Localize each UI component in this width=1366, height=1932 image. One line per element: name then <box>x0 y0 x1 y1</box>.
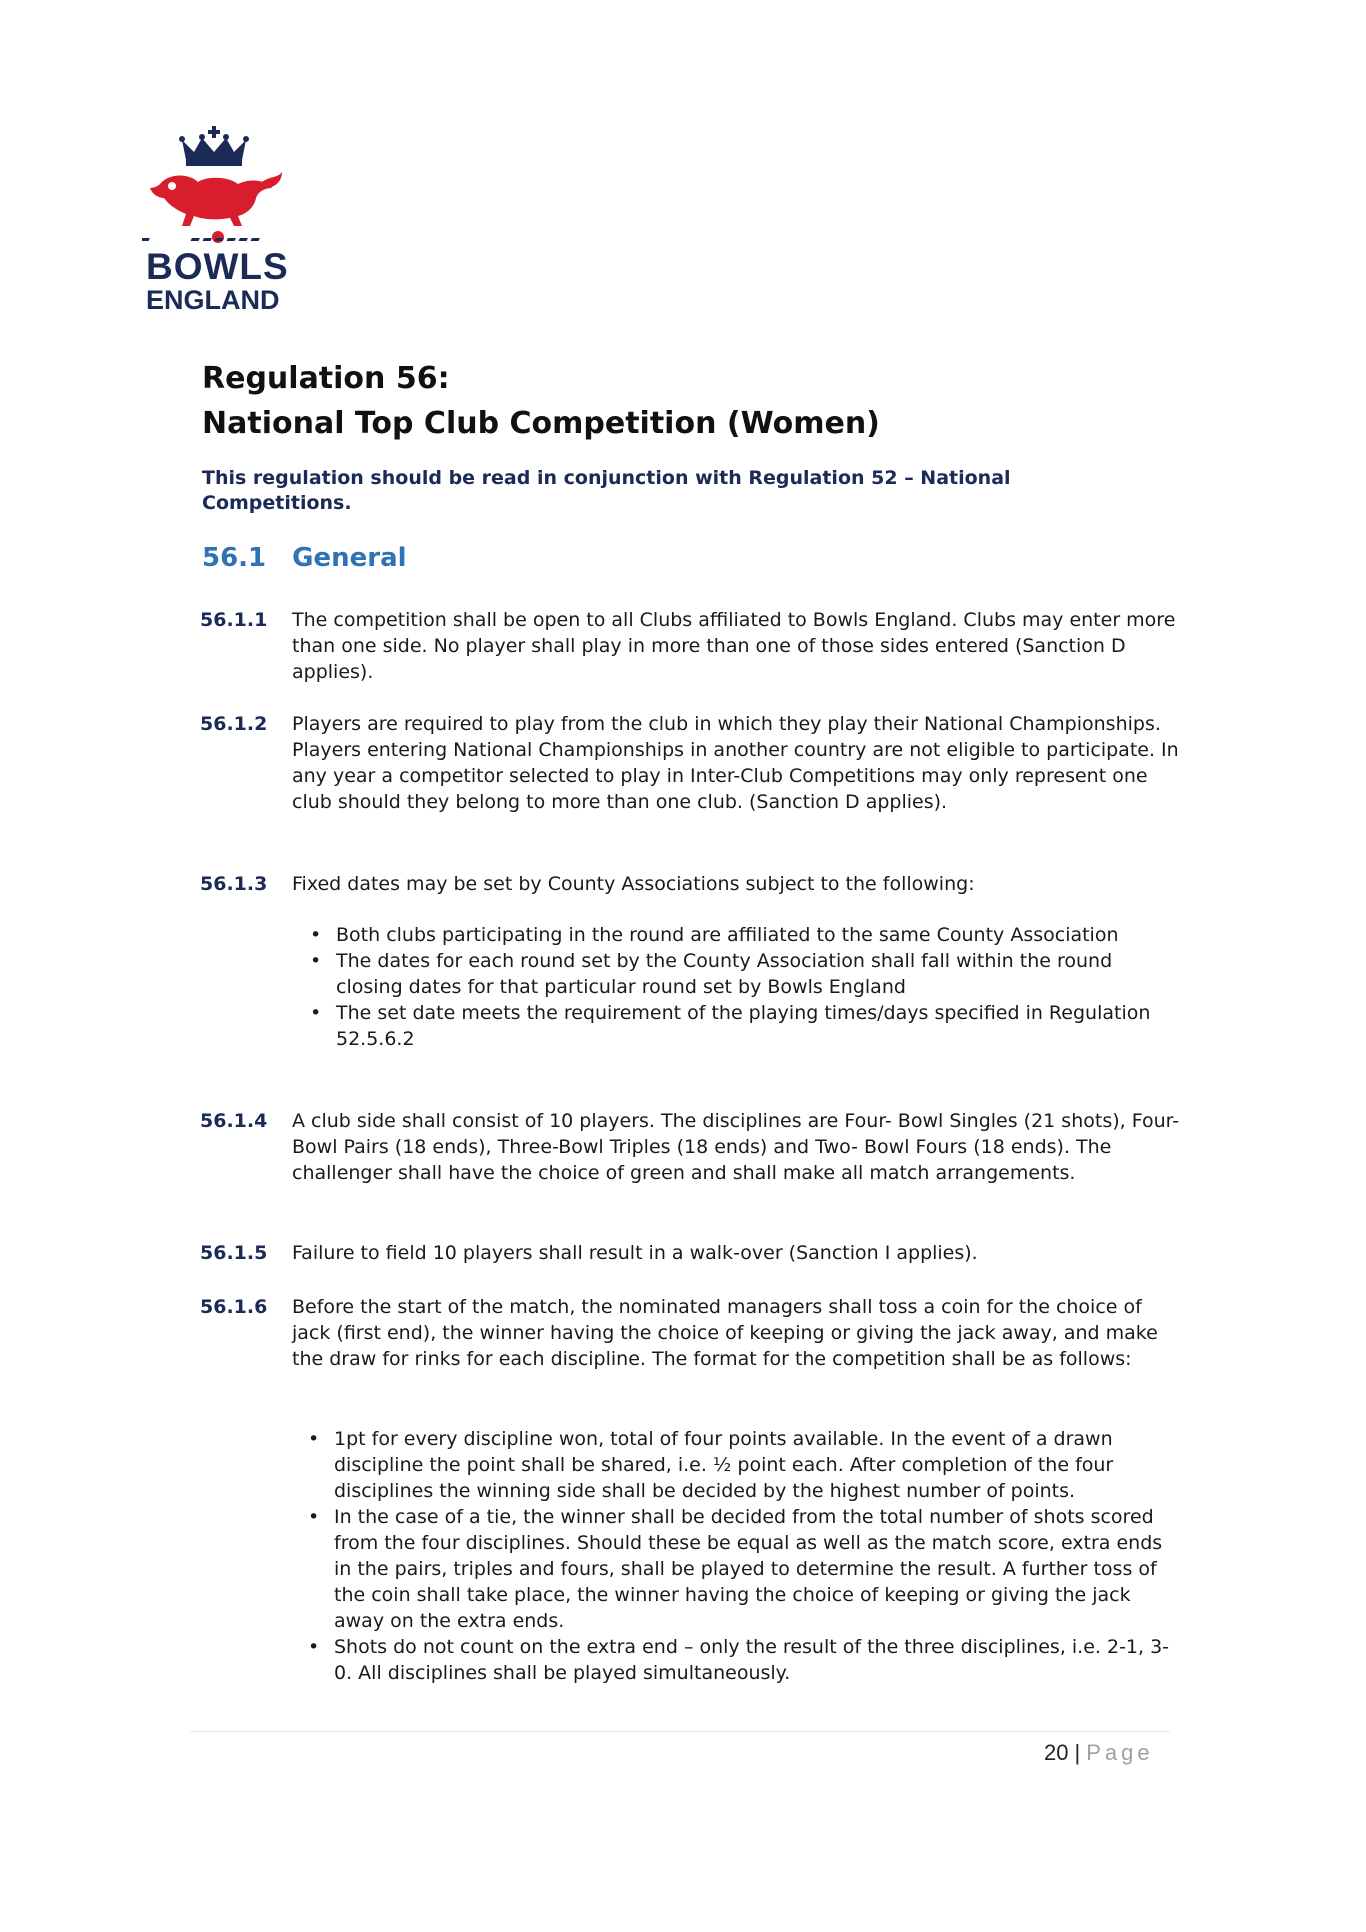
clause-56-1-3-bullets <box>306 922 1176 1052</box>
list-item: • 1pt for every discipline won, total of four points available. In the event of a drawn discipline the point shall be shared, i.e. ½ point each. After completion of the four disciplines the winning side shall be decided by the highest number of points. <box>304 1426 1176 1504</box>
clause-text: Before the start of the match, the nominated managers shall toss a coin for the choice of jack (first end), the winner having the choice of keeping or giving the jack away, and make the draw for rinks for each discipline. The format for the competition shall be as follows: <box>292 1296 1158 1370</box>
footer-divider <box>190 1731 1170 1732</box>
clause-56-1-6 <box>200 1294 1180 1372</box>
list-item: • Both clubs participating in the round are affiliated to the same County Association <box>306 922 1176 948</box>
clause-56-1-3 <box>200 871 1180 897</box>
clause-text: Players are required to play from the club in which they play their National Championships. Players entering National Championships in another country are not eligible to participate. In any year a competitor selected to play in Inter-Club Competitions may only represent one club should they belong to more than one club. (Sanction D applies). <box>292 713 1179 813</box>
lion-icon <box>150 172 282 226</box>
clause-text: Failure to field 10 players shall result in a walk-over (Sanction I applies). <box>292 1242 978 1264</box>
clause-number: 56.1.1 <box>200 609 268 631</box>
page-title <box>202 356 880 446</box>
clause-56-1-5 <box>200 1240 1180 1266</box>
page-label: Page <box>1086 1740 1154 1765</box>
clause-56-1-4 <box>200 1108 1180 1186</box>
clause-number: 56.1.5 <box>200 1242 268 1264</box>
section-number: 56.1 <box>202 543 267 573</box>
title-line-2: National Top Club Competition (Women) <box>202 406 880 441</box>
section-heading <box>202 543 407 573</box>
clause-number: 56.1.3 <box>200 873 268 895</box>
clause-56-1-2 <box>200 711 1180 815</box>
clause-text: The competition shall be open to all Clubs affiliated to Bowls England. Clubs may enter more than one side. No player shall play in more than one of those sides entered (Sanction D applies). <box>292 609 1176 683</box>
clause-number: 56.1.6 <box>200 1296 268 1318</box>
lion-crown-icon <box>142 122 292 250</box>
clause-number: 56.1.4 <box>200 1110 268 1132</box>
page-number-value: 20 <box>1044 1740 1069 1765</box>
list-item: • In the case of a tie, the winner shall be decided from the total number of shots scored from the four disciplines. Should these be equal as well as the match score, extra ends in the pairs, triples and fours, shall be played to determine the result. A further toss of the coin shall take place, the winner having the choice of keeping or giving the jack away on the extra ends. <box>304 1504 1176 1634</box>
clause-number: 56.1.2 <box>200 713 268 735</box>
list-item: • The set date meets the requirement of the playing times/days specified in Regulation 52.5.6.2 <box>306 1000 1176 1052</box>
clause-56-1-1 <box>200 607 1180 685</box>
bowls-england-logo <box>142 122 292 250</box>
clause-text: A club side shall consist of 10 players. The disciplines are Four- Bowl Singles (21 shots), Four-Bowl Pairs (18 ends), Three-Bowl Triples (18 ends) and Two- Bowl Fours (18 ends). The challenger shall have the choice of green and shall make all match arrangements. <box>292 1110 1180 1184</box>
page-number <box>1044 1740 1154 1766</box>
clause-text: Fixed dates may be set by County Associations subject to the following: <box>292 873 975 895</box>
logo-text-bowls: BOWLS <box>146 246 289 287</box>
page-separator: | <box>1074 1740 1081 1765</box>
list-item: • The dates for each round set by the County Association shall fall within the round closing dates for that particular round set by Bowls England <box>306 948 1176 1000</box>
ribbon-band <box>142 231 260 243</box>
list-item: • Shots do not count on the extra end – only the result of the three disciplines, i.e. 2-1, 3-0. All disciplines shall be played simultaneously. <box>304 1634 1176 1686</box>
clause-56-1-6-bullets <box>304 1426 1176 1686</box>
intro-note: This regulation should be read in conjunction with Regulation 52 – National Competitions. <box>202 467 1011 514</box>
section-title: General <box>292 543 407 573</box>
crown-icon <box>179 126 249 166</box>
logo-text-england: ENGLAND <box>146 285 280 315</box>
title-line-1: Regulation 56: <box>202 361 450 396</box>
